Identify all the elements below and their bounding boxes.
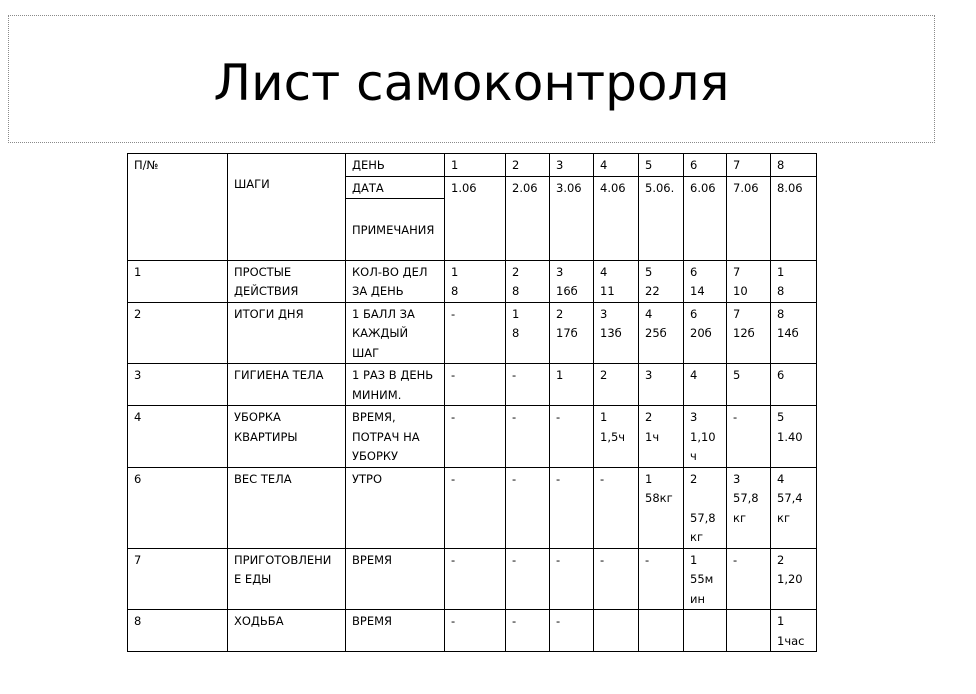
day-cell: 3 xyxy=(639,364,684,406)
day-cell: - xyxy=(506,406,550,468)
day-cell xyxy=(639,610,684,652)
day-cell: 5 xyxy=(727,364,771,406)
day-cell: - xyxy=(594,548,639,610)
row-note: УТРО xyxy=(346,467,445,548)
day-cell: - xyxy=(727,406,771,468)
day-cell: 8 14б xyxy=(771,302,817,364)
day-cell: 4 11 xyxy=(594,260,639,302)
header-day: 2 xyxy=(506,154,550,177)
row-note: 1 РАЗ В ДЕНЬ МИНИМ. xyxy=(346,364,445,406)
day-cell: 3 13б xyxy=(594,302,639,364)
header-date: 6.06 xyxy=(684,176,727,260)
header-notes-label: ПРИМЕЧАНИЯ xyxy=(352,222,435,237)
page-title: Лист самоконтроля xyxy=(213,54,730,112)
table-row xyxy=(128,467,817,548)
header-day: 8 xyxy=(771,154,817,177)
day-cell: 2 xyxy=(594,364,639,406)
row-note: ВРЕМЯ xyxy=(346,548,445,610)
table-row xyxy=(128,302,817,364)
header-date: 5.06. xyxy=(639,176,684,260)
day-cell: 6 20б xyxy=(684,302,727,364)
day-cell: 4 25б xyxy=(639,302,684,364)
header-day: 7 xyxy=(727,154,771,177)
day-cell: - xyxy=(550,406,594,468)
row-step: ХОДЬБА xyxy=(228,610,346,652)
row-step: ПРИГОТОВЛЕНИ Е ЕДЫ xyxy=(228,548,346,610)
table-row xyxy=(128,548,817,610)
table-row xyxy=(128,406,817,468)
self-control-table xyxy=(127,153,817,652)
table-row xyxy=(128,610,817,652)
header-day: 3 xyxy=(550,154,594,177)
day-cell: 2 8 xyxy=(506,260,550,302)
title-box xyxy=(8,15,935,143)
row-step: ВЕС ТЕЛА xyxy=(228,467,346,548)
day-cell: 1 8 xyxy=(506,302,550,364)
day-cell: - xyxy=(727,548,771,610)
day-cell: - xyxy=(445,406,506,468)
header-no: П/№ xyxy=(128,154,228,261)
day-cell: 1 xyxy=(550,364,594,406)
row-step: ПРОСТЫЕ ДЕЙСТВИЯ xyxy=(228,260,346,302)
day-cell: - xyxy=(506,610,550,652)
day-cell: 3 1,10 ч xyxy=(684,406,727,468)
header-day: 4 xyxy=(594,154,639,177)
day-cell: - xyxy=(550,610,594,652)
header-day: 6 xyxy=(684,154,727,177)
header-date: 2.06 xyxy=(506,176,550,260)
header-notes-cell xyxy=(346,199,445,261)
header-day: 1 xyxy=(445,154,506,177)
day-cell: 7 10 xyxy=(727,260,771,302)
row-number: 1 xyxy=(128,260,228,302)
header-date: 7.06 xyxy=(727,176,771,260)
day-cell: 1 55м ин xyxy=(684,548,727,610)
row-number: 6 xyxy=(128,467,228,548)
day-cell: 7 12б xyxy=(727,302,771,364)
day-cell: 1 8 xyxy=(445,260,506,302)
row-number: 8 xyxy=(128,610,228,652)
row-number: 4 xyxy=(128,406,228,468)
day-cell: 3 57,8 кг xyxy=(727,467,771,548)
day-cell: 6 14 xyxy=(684,260,727,302)
day-cell xyxy=(594,610,639,652)
row-note: 1 БАЛЛ ЗА КАЖДЫЙ ШАГ xyxy=(346,302,445,364)
day-cell: - xyxy=(445,610,506,652)
header-date: 3.06 xyxy=(550,176,594,260)
table-row xyxy=(128,364,817,406)
row-note: ВРЕМЯ, ПОТРАЧ НА УБОРКУ xyxy=(346,406,445,468)
row-number: 7 xyxy=(128,548,228,610)
day-cell xyxy=(684,610,727,652)
day-cell: 4 xyxy=(684,364,727,406)
day-cell: 5 1.40 xyxy=(771,406,817,468)
day-cell: 4 57,4 кг xyxy=(771,467,817,548)
day-cell: - xyxy=(639,548,684,610)
header-day-label: ДЕНЬ xyxy=(346,154,445,177)
day-cell: 1 1час xyxy=(771,610,817,652)
header-date: 1.06 xyxy=(445,176,506,260)
header-date: 8.06 xyxy=(771,176,817,260)
day-cell: - xyxy=(445,364,506,406)
row-number: 2 xyxy=(128,302,228,364)
day-cell: 1 58кг xyxy=(639,467,684,548)
day-cell: - xyxy=(550,467,594,548)
day-cell: 3 16б xyxy=(550,260,594,302)
row-note: КОЛ-ВО ДЕЛ ЗА ДЕНЬ xyxy=(346,260,445,302)
day-cell: - xyxy=(550,548,594,610)
header-row-day xyxy=(128,154,817,177)
day-cell: - xyxy=(594,467,639,548)
day-cell: - xyxy=(445,302,506,364)
row-note: ВРЕМЯ xyxy=(346,610,445,652)
day-cell: 2 1ч xyxy=(639,406,684,468)
header-steps: ШАГИ xyxy=(228,154,346,261)
day-cell: - xyxy=(445,467,506,548)
day-cell: 6 xyxy=(771,364,817,406)
day-cell: 2 57,8 кг xyxy=(684,467,727,548)
row-step: УБОРКА КВАРТИРЫ xyxy=(228,406,346,468)
day-cell: - xyxy=(506,548,550,610)
header-date-label: ДАТА xyxy=(346,176,445,199)
day-cell: 1 8 xyxy=(771,260,817,302)
row-step: ГИГИЕНА ТЕЛА xyxy=(228,364,346,406)
notes-divider xyxy=(444,199,445,219)
table-row xyxy=(128,260,817,302)
day-cell: - xyxy=(445,548,506,610)
day-cell: 1 1,5ч xyxy=(594,406,639,468)
day-cell: - xyxy=(506,364,550,406)
row-number: 3 xyxy=(128,364,228,406)
header-date: 4.06 xyxy=(594,176,639,260)
day-cell: 2 17б xyxy=(550,302,594,364)
day-cell xyxy=(727,610,771,652)
row-step: ИТОГИ ДНЯ xyxy=(228,302,346,364)
header-day: 5 xyxy=(639,154,684,177)
day-cell: 2 1,20 xyxy=(771,548,817,610)
day-cell: 5 22 xyxy=(639,260,684,302)
day-cell: - xyxy=(506,467,550,548)
